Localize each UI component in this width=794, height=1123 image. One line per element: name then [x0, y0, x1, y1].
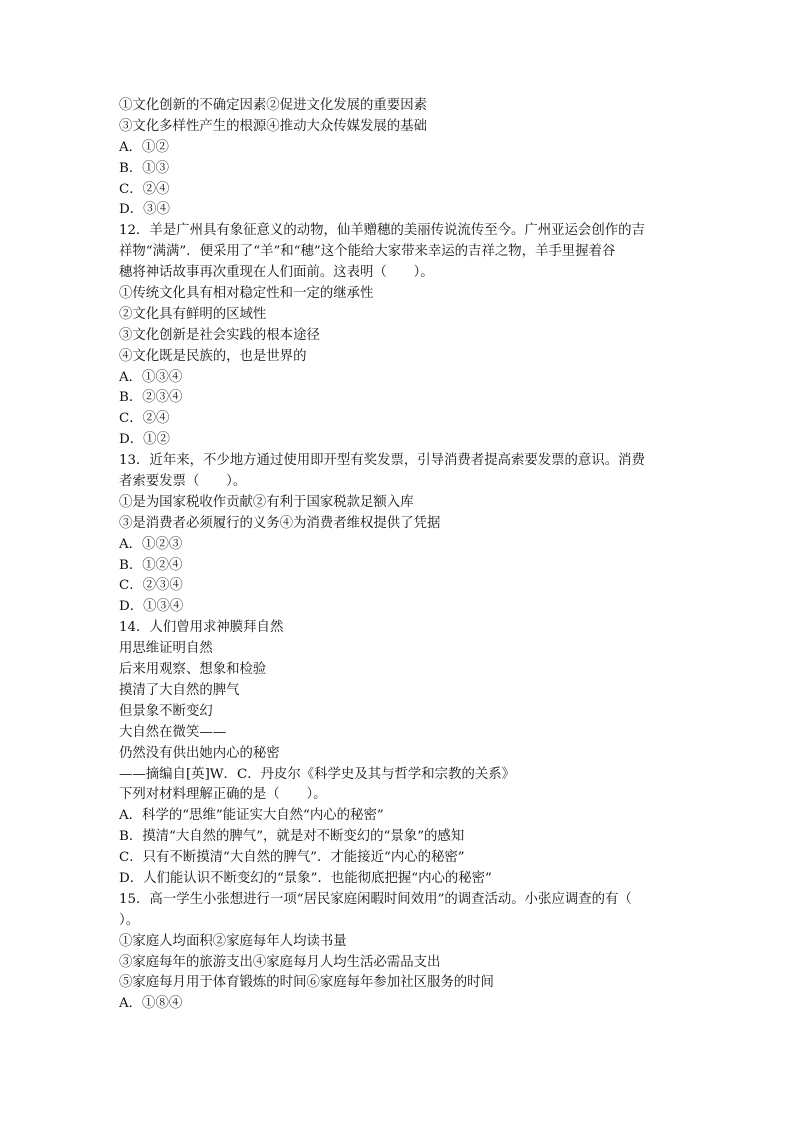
question-14-poem-line-2: 用思维证明自然 [119, 641, 213, 657]
question-12-statement-3: ③文化创新是社会实践的根本途径 [119, 327, 320, 343]
question-13-choice-b: B．①②④ [119, 557, 183, 573]
question-12-stem-line-3: 穗将神话故事再次重现在人们面前。这表明（ ）。 [119, 265, 434, 281]
document-body [119, 96, 679, 1015]
question-12-stem-line-2: 祥物“满满”．便采用了“羊”和“穗”这个能给大家带来幸运的吉祥之物，羊手里握着谷 [119, 244, 616, 260]
answer-choice-b: B．①③ [119, 160, 170, 176]
question-15-stem-line-1: 15．高一学生小张想进行一项“居民家庭闲暇时间效用”的调查活动。小张应调查的有（ [119, 891, 632, 907]
answer-choice-c: C．②④ [119, 181, 170, 197]
question-14-choice-b: B．摸清“大自然的脾气”，就是对不断变幻的“景象”的感知 [119, 829, 465, 845]
question-14-poem-line-3: 后来用观察、想象和检验 [119, 662, 267, 678]
question-12-choice-a: A．①③④ [119, 369, 183, 385]
question-14-prompt: 下列对材料理解正确的是（ ）。 [119, 787, 327, 803]
option-statements-1: ①文化创新的不确定因素②促进文化发展的重要因素 [119, 98, 427, 113]
answer-choice-a: A．①② [119, 139, 169, 155]
question-14-choice-d: D．人们能认识不断变幻的“景象”．也能彻底把握“内心的秘密” [119, 870, 492, 886]
question-14-choice-a: A．科学的“思维”能证实大自然“内心的秘密” [119, 808, 384, 824]
question-15-statements-3: ⑤家庭每月用于体育锻炼的时间⑥家庭每年参加社区服务的时间 [119, 975, 494, 991]
question-14-poem-line-7: 仍然没有供出她内心的秘密 [119, 745, 280, 761]
question-13-choice-d: D．①③④ [119, 599, 184, 615]
question-14-poem-line-1: 14．人们曾用求神膜拜自然 [119, 620, 284, 636]
question-14-poem-line-5: 但景象不断变幻 [119, 703, 213, 719]
question-15-choice-a: A．①⑧④ [119, 996, 183, 1012]
question-12-choice-b: B．②③④ [119, 390, 183, 406]
question-13-stem-line-2: 者索要发票（ ）。 [119, 474, 247, 490]
question-14-poem-line-4: 摸清了大自然的脾气 [119, 682, 240, 698]
question-12-choice-c: C．②④ [119, 411, 170, 427]
question-12-statement-1: ①传统文化具有相对稳定性和一定的继承性 [119, 286, 374, 302]
question-14-choice-c: C．只有不断摸清“大自然的脾气”．才能接近“内心的秘密” [119, 850, 465, 866]
answer-choice-d: D．③④ [119, 202, 170, 218]
question-13-statements-1: ①是为国家税收作贡献②有利于国家税款足额入库 [119, 494, 414, 510]
question-14-source: ——摘编自[英]W．C．丹皮尔《科学史及其与哲学和宗教的关系》 [119, 766, 516, 782]
question-13-choice-c: C．②③④ [119, 578, 183, 594]
question-13-choice-a: A．①②③ [119, 536, 183, 552]
question-15-statements-2: ③家庭每年的旅游支出④家庭每月人均生活必需品支出 [119, 954, 441, 970]
question-13-stem-line-1: 13．近年来，不少地方通过使用即开型有奖发票，引导消费者提高索要发票的意识。消费 [119, 453, 645, 469]
question-13-statements-2: ③是消费者必须履行的义务④为消费者维权提供了凭据 [119, 515, 441, 531]
question-15-statements-1: ①家庭人均面积②家庭每年人均读书量 [119, 933, 347, 949]
question-12-choice-d: D．①② [119, 432, 170, 448]
question-12-statement-2: ②文化具有鲜明的区域性 [119, 306, 267, 322]
question-12-statement-4: ④文化既是民族的，也是世界的 [119, 348, 307, 364]
question-12-stem-line-1: 12．羊是广州具有象征意义的动物，仙羊赠穗的美丽传说流传至今。广州亚运会创作的吉 [119, 223, 645, 239]
question-15-stem-line-2: ）。 [119, 912, 140, 928]
option-statements-2: ③文化多样性产生的根源④推动大众传媒发展的基础 [119, 118, 427, 134]
question-14-poem-line-6: 大自然在微笑—— [119, 724, 227, 740]
